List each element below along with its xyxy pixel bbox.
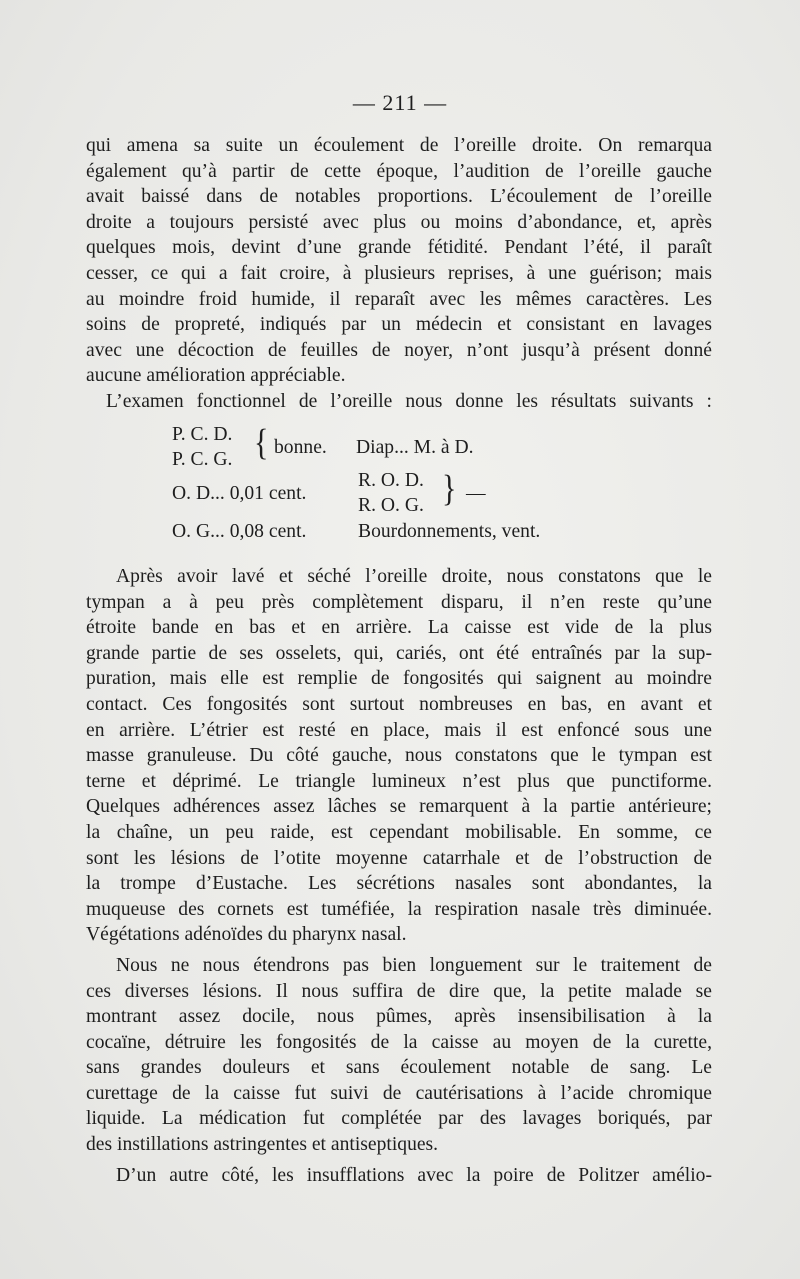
text-line: au moindre froid humide, il reparaît avec les mêmes caractères. Les bbox=[86, 288, 712, 310]
text-line: qui amena sa suite un écoulement de l’oreille droite. On remarqua bbox=[86, 135, 712, 156]
exam-dash: — bbox=[466, 483, 486, 504]
text-line: Végétations adénoïdes du pharynx nasal. bbox=[86, 924, 407, 946]
text-line: également qu’à partir de cette époque, l’audition de l’oreille gauche bbox=[86, 160, 712, 182]
exam-rod: R. O. D. bbox=[358, 470, 424, 491]
text-line: sont les lésions de l’otite moyenne catarrhale et de l’obstruction de bbox=[86, 847, 712, 869]
brace-close-icon: } bbox=[442, 467, 457, 509]
brace-icon: { bbox=[254, 421, 269, 463]
text-line: droite a toujours persisté avec plus ou moins d’abondance, et, après bbox=[86, 211, 712, 233]
text-line: cocaïne, détruire les fongosités de la caisse au moyen de la curette, bbox=[86, 1031, 712, 1053]
text-line: avait baissé dans de notables proportions. L’écoulement de l’oreille bbox=[86, 186, 712, 208]
exam-pcg: P. C. G. bbox=[172, 449, 233, 470]
text-line: L’examen fonctionnel de l’oreille nous donne les résultats suivants : bbox=[106, 390, 712, 412]
text-line: étroite bande en bas et en arrière. La caisse est vide de la plus bbox=[86, 617, 712, 639]
text-line: Quelques adhérences assez lâches se remarquent à la partie antérieure; bbox=[86, 796, 712, 818]
text-line: terne et déprimé. Le triangle lumineux n’est plus que punctiforme. bbox=[86, 770, 712, 792]
exam-od: O. D... 0,01 cent. bbox=[172, 483, 307, 504]
exam-bonne: bonne. bbox=[274, 437, 327, 458]
text-line: la trompe d’Eustache. Les sécrétions nasales sont abondantes, la bbox=[86, 873, 712, 895]
text-line: sans grandes douleurs et sans écoulement notable de sang. Le bbox=[86, 1057, 712, 1079]
text-line: quelques mois, devint d’une grande fétidité. Pendant l’été, il paraît bbox=[86, 237, 712, 259]
text-line: grande partie de ses osselets, qui, cariés, ont été entraînés par la sup- bbox=[86, 642, 712, 664]
text-line: Après avoir lavé et séché l’oreille droite, nous constatons que le bbox=[116, 566, 712, 587]
text-line: muqueuse des cornets est tuméfiée, la respiration nasale très diminuée. bbox=[86, 898, 712, 920]
paragraph-history bbox=[86, 133, 712, 415]
text-line: Nous ne nous étendrons pas bien longuement sur le traitement de bbox=[116, 954, 712, 976]
text-line: la chaîne, un peu raide, est cependant mobilisable. En somme, ce bbox=[86, 821, 712, 843]
text-line: ces diverses lésions. Il nous suffira de dire que, la petite malade se bbox=[86, 980, 712, 1002]
text-line: puration, mais elle est remplie de fongosités qui saignent au moindre bbox=[86, 668, 712, 690]
text-line: contact. Ces fongosités sont surtout nombreuses en bas, en avant et bbox=[86, 693, 712, 715]
text-line: montrant assez docile, nous pûmes, après insensibilisation à la bbox=[86, 1006, 712, 1028]
exam-rog: R. O. G. bbox=[358, 495, 424, 516]
text-line: masse granuleuse. Du côté gauche, nous constatons que le tympan est bbox=[86, 745, 712, 767]
text-line: soins de propreté, indiqués par un médecin et consistant en lavages bbox=[86, 314, 712, 336]
page-number: — 211 — bbox=[352, 90, 448, 115]
text-line: curettage de la caisse fut suivi de cautérisations à l’acide chromique bbox=[86, 1082, 712, 1104]
text-line: liquide. La médication fut complétée par des lavages boriqués, par bbox=[86, 1108, 712, 1130]
exam-diap: Diap... M. à D. bbox=[356, 437, 474, 458]
text-line: D’un autre côté, les insufflations avec la poire de Politzer amélio- bbox=[116, 1164, 712, 1186]
exam-og: O. G... 0,08 cent. bbox=[172, 521, 307, 542]
text-line: cesser, ce qui a fait croire, à plusieurs reprises, à une guérison; mais bbox=[86, 262, 712, 284]
exam-bourdonnements: Bourdonnements, vent. bbox=[358, 521, 541, 542]
exam-pcd: P. C. D. bbox=[172, 424, 233, 445]
text-line: en arrière. L’étrier est resté en place, mais il est enfoncé sous une bbox=[86, 719, 712, 741]
text-line: avec une décoction de feuilles de noyer, n’ont jusqu’à présent donné bbox=[86, 339, 712, 361]
text-line: aucune amélioration appréciable. bbox=[86, 365, 346, 387]
paragraph-examination bbox=[86, 564, 712, 1188]
text-line: des instillations astringentes et antiseptiques. bbox=[86, 1134, 439, 1156]
text-line: tympan a à peu près complètement disparu, il n’en reste qu’une bbox=[86, 591, 712, 613]
